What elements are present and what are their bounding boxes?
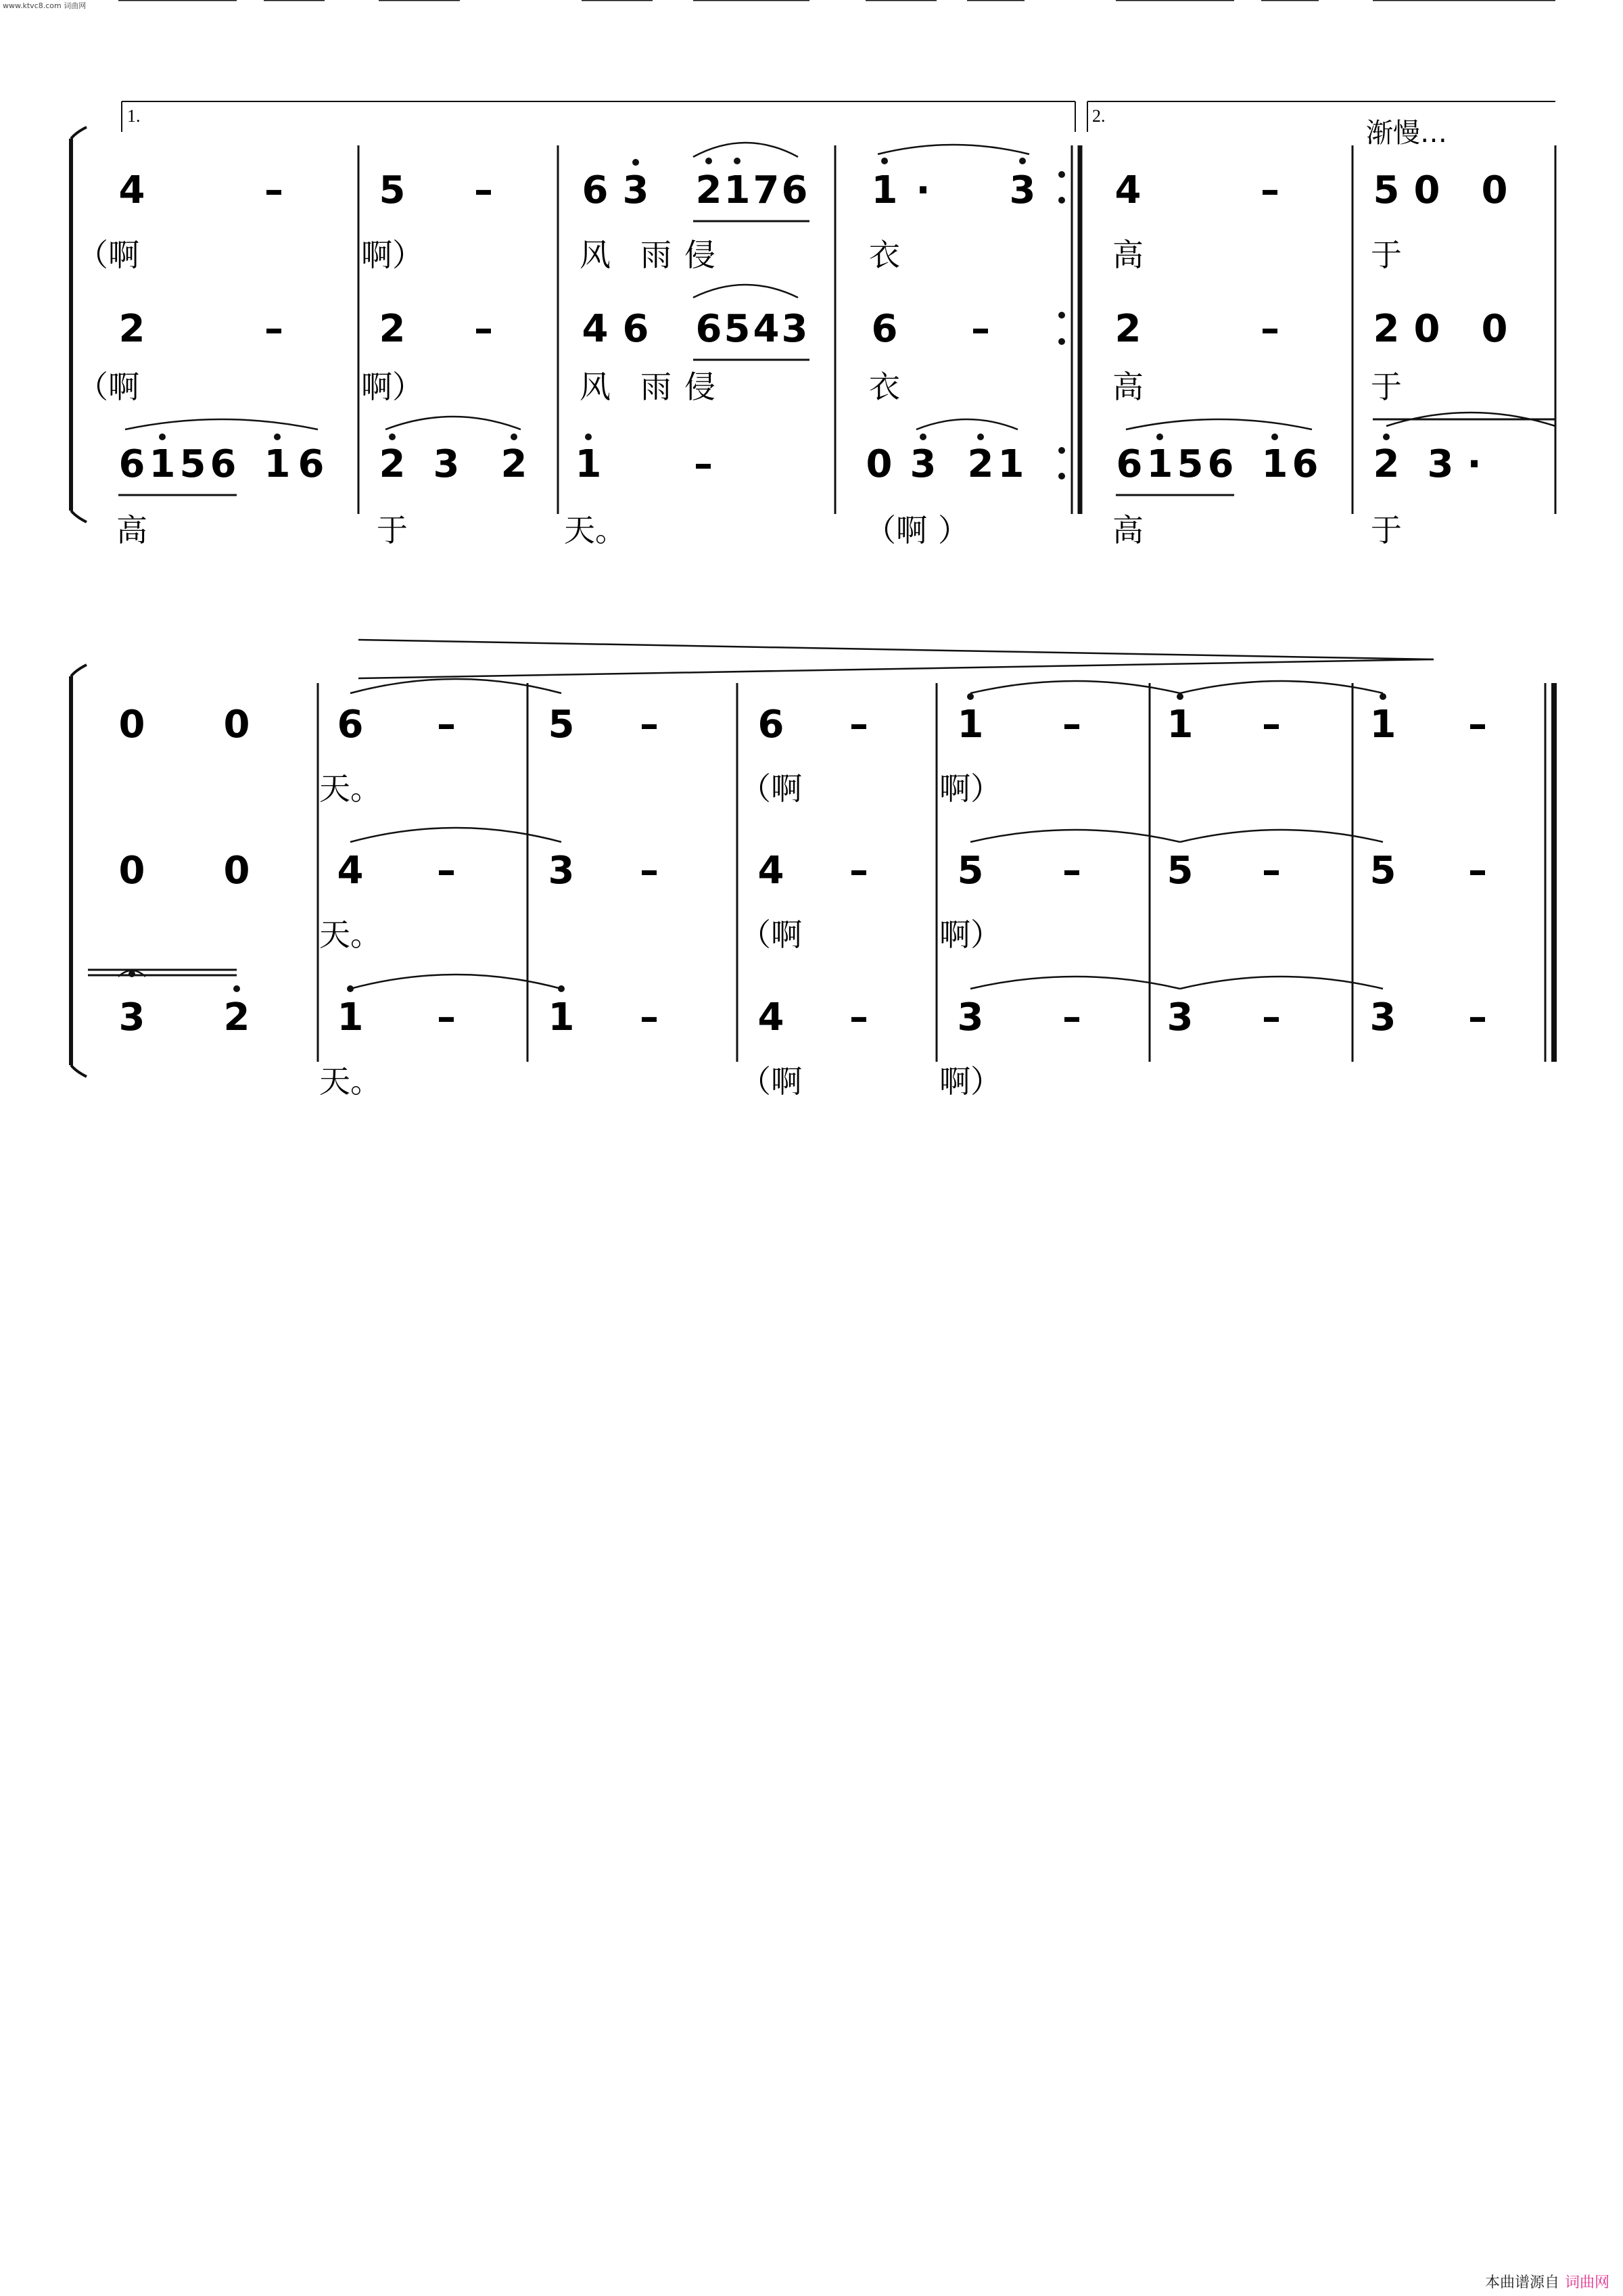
s1-st3-note-13: 2 [967,442,994,486]
bracket-top-hook [71,127,87,139]
s2-st3-note-4: 1 [548,995,575,1039]
s1-st3-lyric-4: ） [938,512,969,548]
s1-st2-lyric-2: 风 [580,369,611,405]
s1-st3-note-1: 1 [149,442,176,486]
s2-st2-note-6: 4 [757,849,784,893]
s1-st3-lyric-1: 于 [377,512,408,548]
s1-st3-note-22: 3 [1427,442,1454,486]
slur [916,419,1018,429]
s1-st2-lyric-1: 啊） [361,369,423,405]
s2-st3-note-9: – [1062,995,1081,1039]
s1-st1-note-3: – [474,168,493,212]
s2-st2-note-11: – [1262,849,1281,893]
octave-dot [274,434,281,440]
s2-st3-note-8: 3 [957,995,984,1039]
s1-st1-note-6: 2 [695,168,722,212]
s1-st3-note-11: 0 [866,442,893,486]
s1-st3-note-10: – [694,442,713,486]
s1-st3-note-4: 1 [264,442,291,486]
octave-dot [967,693,974,700]
s1-st2-note-10: 6 [871,307,898,351]
diminuendo-lower [358,659,1434,678]
s2-st2-note-12: 5 [1369,849,1396,893]
s1-st3-note-9: 1 [575,442,602,486]
s1-st2-note-12: 2 [1114,307,1142,351]
volta-2-label: 2. [1092,106,1106,126]
tie [350,975,561,989]
s1-st2-note-14: 2 [1373,307,1400,351]
s2-st2-note-8: 5 [957,849,984,893]
s1-st3-note-18: 6 [1207,442,1234,486]
s1-st3-note-19: 1 [1261,442,1288,486]
s1-st3-lyric-5: 高 [1112,512,1144,548]
slur [1126,419,1312,429]
s1-st2-note-1: – [264,307,283,351]
s1-st3-note-8: 2 [500,442,527,486]
s2-st1-note-10: 1 [1167,703,1194,747]
slur [693,285,798,298]
bracket2-top-hook [71,665,87,676]
s2-st2-note-5: – [640,849,659,893]
s2-st3-note-11: – [1262,995,1281,1039]
s1-st2-note-9: 3 [781,307,808,351]
s1-st2-note-5: 6 [622,307,649,351]
s1-st3-note-2: 5 [179,442,206,486]
s1-st1-lyric-5: 衣 [869,237,900,273]
s1-st3-lyric-3: （啊 [865,512,927,548]
s2-st3-note-6: 4 [757,995,784,1039]
s2-st2-note-2: 4 [337,849,364,893]
repeat-dot-0 [1058,171,1065,178]
s2-st1-lyric-0: 天。 [319,770,381,807]
octave-dot [1380,693,1386,700]
s1-st3-note-16: 1 [1146,442,1173,486]
s1-st3-note-3: 6 [210,442,237,486]
slur [385,417,521,429]
footer-text: 本曲谱源自 [1484,2274,1559,2291]
octave-dot [233,985,240,992]
s1-st1-lyric-7: 于 [1371,237,1402,273]
s2-st1-note-5: – [640,703,659,747]
s2-st3-note-1: 2 [223,995,250,1039]
s2-st2-note-4: 3 [548,849,575,893]
s1-st1-note-17: 0 [1481,168,1508,212]
octave-dot [511,434,517,440]
slur [693,143,798,157]
octave-dot [1271,434,1278,440]
s1-st2-lyric-4: 侵 [684,369,715,405]
s1-st1-note-0: 4 [118,168,145,212]
octave-dot [585,434,592,440]
s1-st3-lyric-2: 天。 [564,512,626,548]
s2-st2-note-13: – [1468,849,1487,893]
s1-st2-note-2: 2 [379,307,406,351]
octave-dot [881,158,888,164]
s1-st1-note-10: 1 [871,168,898,212]
s1-st1-note-13: 4 [1114,168,1142,212]
s1-st1-note-7: 1 [724,168,751,212]
s1-st3-lyric-0: 高 [116,512,147,548]
s2-st2-note-9: – [1062,849,1081,893]
s2-st1-note-9: – [1062,703,1081,747]
s1-st1-lyric-1: 啊） [361,237,423,273]
s1-st3-note-17: 5 [1177,442,1204,486]
s2-st2-note-10: 5 [1167,849,1194,893]
s2-st2-note-1: 0 [223,849,250,893]
repeat-dot-5 [1058,473,1065,479]
repeat-dot-3 [1058,338,1065,345]
s1-st1-lyric-2: 风 [580,237,611,273]
s1-st1-note-14: – [1261,168,1279,212]
repeat-dot-1 [1058,197,1065,204]
s2-st1-note-6: 6 [757,703,784,747]
s2-st1-note-4: 5 [548,703,575,747]
tie [878,145,1029,154]
s1-st2-note-3: – [474,307,493,351]
bracket2-bottom-hook [71,1065,87,1077]
s2-st3-lyric-2: 啊） [939,1063,1002,1100]
octave-dot [705,158,712,164]
s2-st2-note-0: 0 [118,849,145,893]
s2-st2-lyric-1: （啊 [740,916,802,953]
s1-st2-lyric-6: 高 [1112,369,1144,405]
s2-st1-note-7: – [849,703,868,747]
s1-st1-note-5: 3 [622,168,649,212]
s2-st1-note-8: 1 [957,703,984,747]
octave-dot [1156,434,1163,440]
diminuendo-upper [358,640,1434,659]
repeat-dot-4 [1058,447,1065,454]
octave-dot [632,159,639,166]
footer-brand: 词曲网 [1564,2274,1609,2291]
s1-st1-note-11: · [916,168,931,212]
s1-st1-note-1: – [264,168,283,212]
s2-st3-note-7: – [849,995,868,1039]
s1-st1-note-9: 6 [781,168,808,212]
site-header: www.ktvc8.com 词曲网 [3,1,87,10]
s1-st1-note-15: 5 [1373,168,1400,212]
octave-dot [920,434,926,440]
bracket-bottom-hook [71,511,87,522]
s1-st1-note-4: 6 [582,168,609,212]
s2-st3-note-5: – [640,995,659,1039]
s2-st1-note-13: – [1468,703,1487,747]
tie [350,828,561,842]
tie [350,679,561,693]
s2-st1-lyric-2: 啊） [939,770,1002,807]
s2-st3-lyric-0: 天。 [319,1063,381,1100]
s2-st2-lyric-0: 天。 [319,916,381,953]
s1-st2-lyric-3: 雨 [640,369,672,405]
s2-st3-note-2: 1 [337,995,364,1039]
s1-st1-lyric-6: 高 [1112,237,1144,273]
octave-dot [1019,158,1026,164]
s2-st2-note-7: – [849,849,868,893]
s1-st2-note-4: 4 [582,307,609,351]
s2-st1-note-2: 6 [337,703,364,747]
s2-st2-note-3: – [437,849,456,893]
s1-st1-lyric-4: 侵 [684,237,715,273]
s2-st3-note-10: 3 [1167,995,1194,1039]
s1-st3-note-0: 6 [118,442,145,486]
s2-st1-note-12: 1 [1369,703,1396,747]
s1-st3-note-23: · [1467,442,1482,486]
octave-dot [1383,434,1390,440]
s1-st3-note-12: 3 [910,442,937,486]
s1-st3-note-6: 2 [379,442,406,486]
s1-st2-note-15: 0 [1413,307,1440,351]
s1-st3-note-15: 6 [1116,442,1143,486]
s1-st1-note-16: 0 [1413,168,1440,212]
s1-st1-note-2: 5 [379,168,406,212]
s1-st2-note-16: 0 [1481,307,1508,351]
slur [125,419,318,429]
s2-st1-note-3: – [437,703,456,747]
s1-st2-lyric-5: 衣 [869,369,900,405]
s1-st2-lyric-7: 于 [1371,369,1402,405]
octave-dot [977,434,984,440]
s2-st3-note-13: – [1468,995,1487,1039]
s1-st3-note-7: 3 [433,442,460,486]
octave-dot [389,434,396,440]
s2-st2-lyric-2: 啊） [939,916,1002,953]
s1-st2-note-13: – [1261,307,1279,351]
s1-st1-lyric-3: 雨 [640,237,672,273]
s1-st2-note-6: 6 [695,307,722,351]
s1-st2-note-8: 4 [753,307,780,351]
s2-st1-lyric-1: （啊 [740,770,802,807]
repeat-dot-2 [1058,312,1065,319]
s2-st3-lyric-1: （啊 [740,1063,802,1100]
s2-st3-note-0: 3 [118,995,145,1039]
volta-1-label: 1. [127,106,141,126]
s2-st1-note-0: 0 [118,703,145,747]
s1-st2-note-11: – [971,307,990,351]
octave-dot [1177,693,1183,700]
s1-st3-note-14: 1 [997,442,1025,486]
s1-st1-note-12: 3 [1009,168,1036,212]
s1-st3-note-20: 6 [1292,442,1319,486]
s1-st2-note-0: 2 [118,307,145,351]
octave-dot [734,158,740,164]
s2-st1-note-11: – [1262,703,1281,747]
s2-st3-note-12: 3 [1369,995,1396,1039]
s1-st3-note-5: 6 [298,442,325,486]
s1-st3-lyric-6: 于 [1371,512,1402,548]
s1-st2-note-7: 5 [724,307,751,351]
s2-st3-note-3: – [437,995,456,1039]
octave-dot [159,434,166,440]
s1-st3-note-21: 2 [1373,442,1400,486]
s1-st1-note-8: 7 [753,168,780,212]
tempo-marking: 渐慢… [1366,118,1447,149]
s2-st1-note-1: 0 [223,703,250,747]
s1-st1-lyric-0: （啊 [77,237,139,273]
s1-st2-lyric-0: （啊 [77,369,139,405]
